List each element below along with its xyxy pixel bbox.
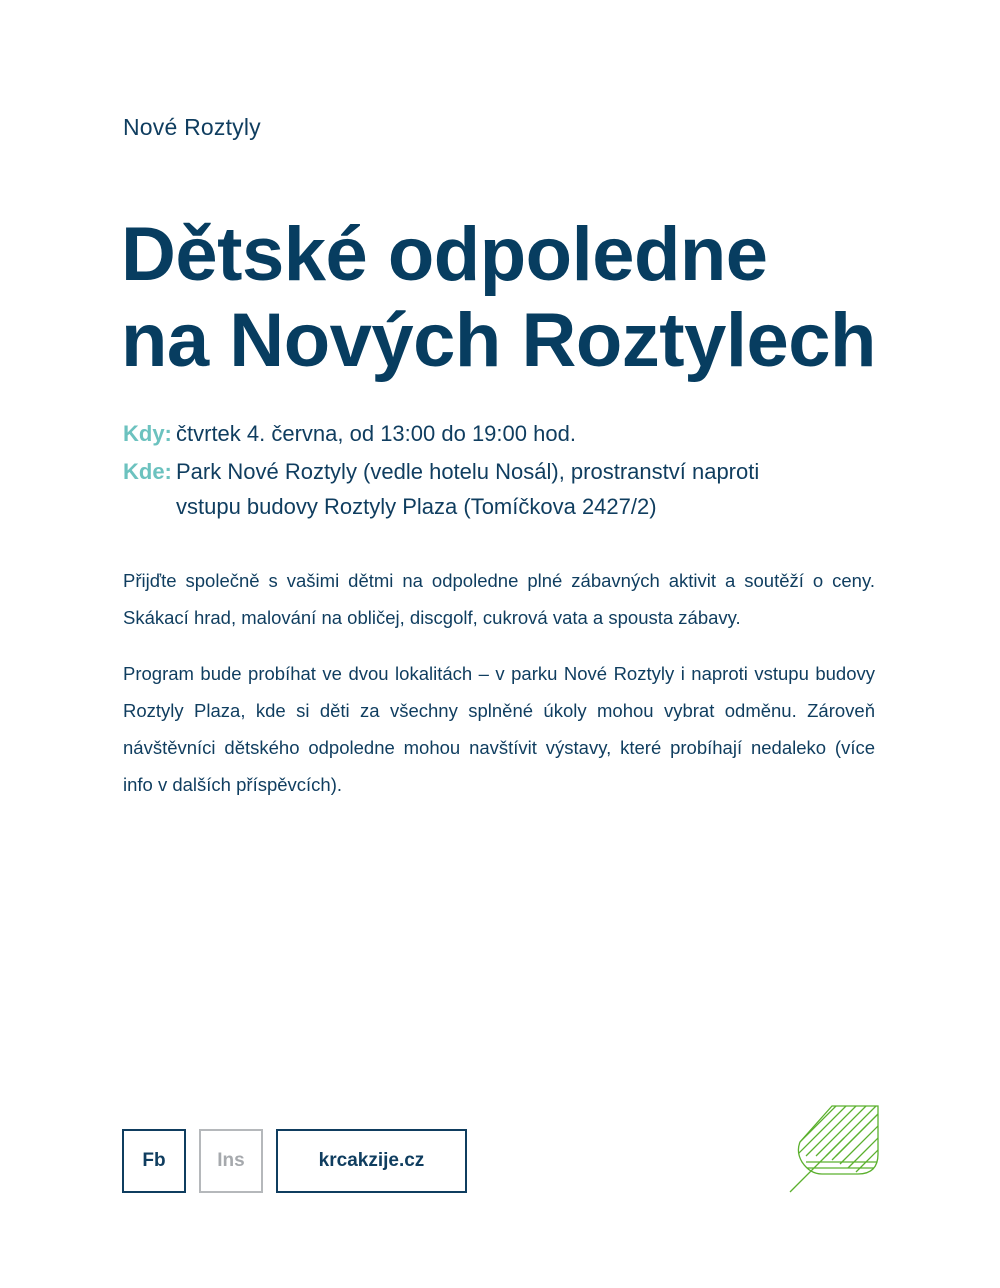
- description-paragraph-1: Přijďte společně s vašimi dětmi na odpoledne plné zábavných aktivit a soutěží o ceny. Skákací hrad, malování na obličej, discgolf, cukrová vata a spousta zábavy.: [123, 570, 875, 628]
- instagram-button[interactable]: Ins: [199, 1129, 263, 1193]
- description-paragraph-2: Program bude probíhat ve dvou lokalitách – v parku Nové Roztyly i naproti vstupu budovy Roztyly Plaza, kde si děti za všechny splněné úkoly mohou vybrat odměnu. Zároveň návštěvníci dětského odpoledne mohou navštívit výstavy, které probíhají nedaleko (více info v dalších příspěvcích).: [123, 663, 875, 795]
- leaf-logo-icon: [786, 1102, 882, 1194]
- info-where: [123, 454, 903, 524]
- event-info: [123, 416, 903, 524]
- event-title-line-2: na Nových Roztylech: [121, 298, 876, 383]
- where-value-line-2: vstupu budovy Roztyly Plaza (Tomíčkova 2427/2): [176, 494, 657, 519]
- when-label: Kdy:: [123, 421, 172, 446]
- where-value-line-1: Park Nové Roztyly (vedle hotelu Nosál), prostranství naproti: [176, 459, 760, 484]
- when-value-text: čtvrtek 4. června, od 13:00 do 19:00 hod.: [176, 421, 576, 446]
- website-link-button[interactable]: krcakzije.cz: [276, 1129, 467, 1193]
- event-description: [123, 562, 875, 803]
- event-title: [121, 212, 941, 384]
- when-value: [176, 416, 903, 451]
- where-value: [176, 454, 903, 524]
- facebook-button[interactable]: Fb: [122, 1129, 186, 1193]
- kicker-location: Nové Roztyly: [123, 114, 261, 140]
- where-label: Kde:: [123, 459, 172, 484]
- info-when: [123, 416, 903, 451]
- event-title-line-1: Dětské odpoledne: [121, 212, 768, 297]
- footer-links: [122, 1129, 467, 1193]
